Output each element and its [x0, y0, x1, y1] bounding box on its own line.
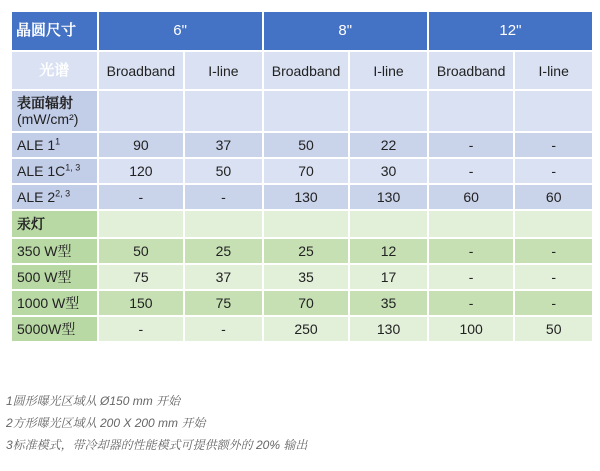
table-cell: -: [515, 159, 592, 183]
table-cell: -: [515, 133, 592, 157]
table-cell: -: [429, 291, 514, 315]
lamp-row-label: 500 W型: [12, 265, 97, 289]
table-cell: 37: [185, 265, 262, 289]
table-cell: 250: [264, 317, 349, 341]
table-cell: 50: [264, 133, 349, 157]
lamp-row-label: 350 W型: [12, 239, 97, 263]
ale-row-label: ALE $1^1$: [12, 133, 97, 157]
footnote-3: 3标准模式，带冷却器的性能模式可提供额外的 20% 输出: [6, 438, 308, 452]
spectrum-col: Broadband: [99, 52, 184, 89]
table-cell: 37: [185, 133, 262, 157]
ale-row-label: ALE 2$^{2, 3}$: [12, 185, 97, 209]
table-cell: 50: [515, 317, 592, 341]
footnote-2: 2方形曝光区域从 200 X 200 mm 开始: [6, 416, 206, 430]
table-cell: 130: [264, 185, 349, 209]
table-cell: -: [429, 133, 514, 157]
spectrum-col: I-line: [515, 52, 592, 89]
size-8-header: 8": [264, 12, 427, 50]
lamp-row-label: 5000W型: [12, 317, 97, 341]
table-cell: 70: [264, 159, 349, 183]
table-cell: 25: [264, 239, 349, 263]
footnote-1: 1圆形曝光区域从 Ø150 mm 开始: [6, 394, 181, 408]
table-cell: 130: [350, 185, 427, 209]
table-cell: 35: [350, 291, 427, 315]
table-cell: 30: [350, 159, 427, 183]
table-cell: 35: [264, 265, 349, 289]
table-cell: -: [515, 265, 592, 289]
wafer-size-label: 晶圆尺寸: [12, 12, 97, 50]
table-cell: -: [185, 317, 262, 341]
lamp-label: 汞灯: [12, 211, 97, 237]
table-cell: 130: [350, 317, 427, 341]
table-cell: -: [429, 265, 514, 289]
spectrum-label: 光谱: [12, 52, 97, 89]
size-6-header: 6": [99, 12, 262, 50]
table-cell: 120: [99, 159, 184, 183]
table-cell: 12: [350, 239, 427, 263]
table-cell: -: [99, 185, 184, 209]
table-cell: 75: [185, 291, 262, 315]
irradiance-label: [12, 91, 97, 131]
table-cell: -: [185, 185, 262, 209]
table-cell: 17: [350, 265, 427, 289]
table-cell: 60: [429, 185, 514, 209]
spectrum-col: Broadband: [429, 52, 514, 89]
table-cell: 90: [99, 133, 184, 157]
table-cell: -: [99, 317, 184, 341]
table-cell: -: [429, 159, 514, 183]
ale-row-label: ALE $1C^{1, 3}$: [12, 159, 97, 183]
spec-table: [10, 10, 594, 343]
table-cell: -: [429, 239, 514, 263]
table-cell: 75: [99, 265, 184, 289]
table-cell: -: [515, 239, 592, 263]
table-cell: 22: [350, 133, 427, 157]
table-cell: 50: [99, 239, 184, 263]
irradiance-label-line2: (mW/cm²): [17, 111, 79, 127]
table-cell: 70: [264, 291, 349, 315]
irradiance-label-line1: 表面辐射: [17, 95, 73, 111]
spectrum-col: I-line: [185, 52, 262, 89]
table-cell: -: [515, 291, 592, 315]
footnotes: [6, 390, 307, 456]
table-cell: 25: [185, 239, 262, 263]
lamp-row-label: 1000 W型: [12, 291, 97, 315]
size-12-header: 12": [429, 12, 592, 50]
table-cell: 100: [429, 317, 514, 341]
spectrum-col: I-line: [350, 52, 427, 89]
spectrum-col: Broadband: [264, 52, 349, 89]
table-cell: 150: [99, 291, 184, 315]
table-cell: 50: [185, 159, 262, 183]
table-cell: 60: [515, 185, 592, 209]
